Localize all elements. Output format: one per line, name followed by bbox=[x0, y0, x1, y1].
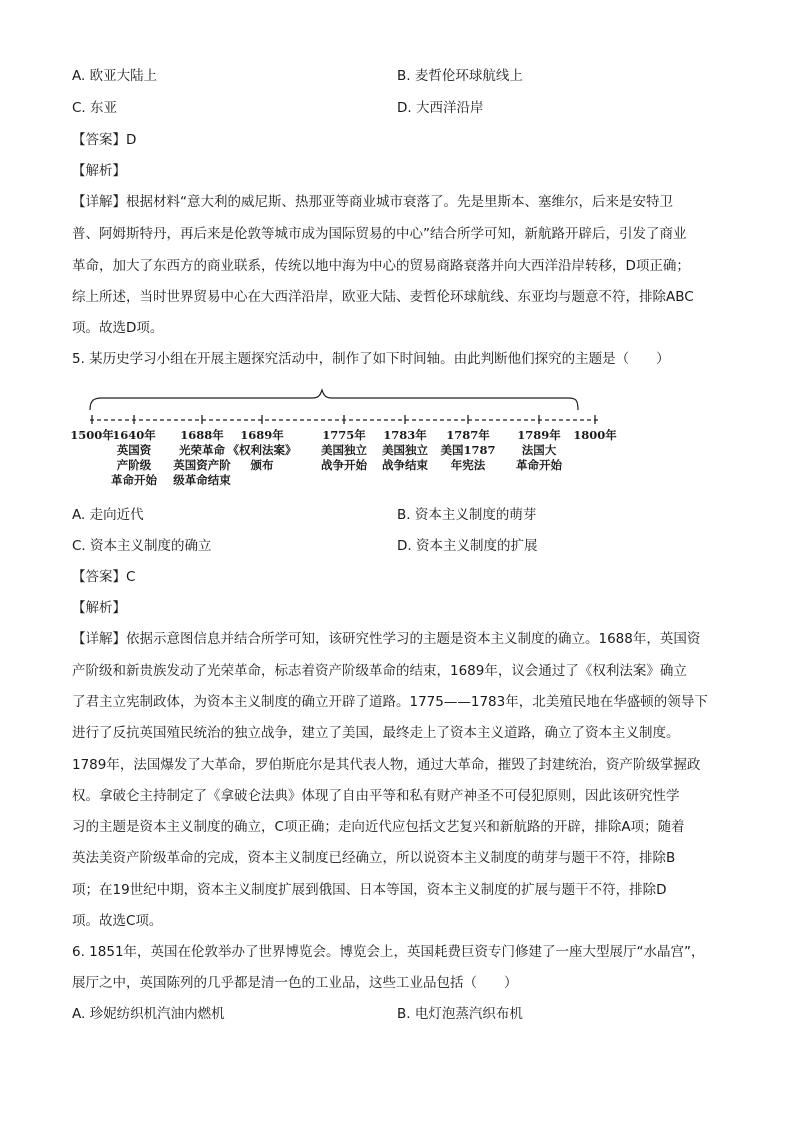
q5-option-d: D. 资本主义制度的扩展 bbox=[397, 538, 538, 554]
q5-answer: 【答案】C bbox=[72, 569, 136, 585]
q5-detail-line: 了君主立宪制政体，为资本主义制度的确立开辟了道路。1775——1783年，北美殖民地在华盛顿的领导下 bbox=[72, 694, 708, 710]
q4-detail-line: 综上所述，当时世界贸易中心在大西洋沿岸，欧亚大陆、麦哲伦环球航线、东亚均与题意不符，排除ABC bbox=[72, 289, 694, 305]
q5-detail-line: 进行了反抗英国殖民统治的独立战争，建立了美国，最终走上了资本主义道路，确立了资本主义制度。 bbox=[72, 725, 680, 741]
q5-detail-line: 【详解】依据示意图信息并结合所学可知，该研究性学习的主题是资本主义制度的确立。1688年，英国资 bbox=[72, 631, 701, 647]
timeline-year: 1789年 bbox=[517, 428, 561, 442]
timeline-year: 1688年 bbox=[180, 428, 224, 442]
q5-detail-line: 习的主题是资本主义制度的确立，C项正确；走向近代应包括文艺复兴和新航路的开辟，排除A项；随着 bbox=[72, 819, 685, 835]
timeline-year: 1640年 bbox=[112, 428, 156, 442]
timeline-event-label: 《权利法案》 bbox=[227, 443, 297, 457]
q5-detail-line: 权。拿破仑主持制定了《拿破仑法典》体现了自由平等和私有财产神圣不可侵犯原则，因此该研究性学 bbox=[72, 788, 680, 804]
timeline-event-label: 革命开始 bbox=[516, 458, 562, 472]
timeline-event-label: 美国1787 bbox=[440, 443, 496, 457]
q5-detail-line: 项；在19世纪中期，资本主义制度扩展到俄国、日本等国，资本主义制度的扩展与题干不符，排除D bbox=[72, 882, 667, 898]
q6-question-line: 6. 1851年，英国在伦敦举办了世界博览会。博览会上，英国耗费巨资专门修建了一座大型展厅“水晶宫”， bbox=[72, 944, 705, 960]
timeline-event-label: 年宪法 bbox=[450, 458, 486, 472]
timeline-year: 1787年 bbox=[446, 428, 490, 442]
q5-option-b: B. 资本主义制度的萌芽 bbox=[397, 507, 537, 523]
timeline-event-label: 英国资产阶 bbox=[173, 458, 231, 472]
q4-detail-line: 革命，加大了东西方的商业联系，传统以地中海为中心的贸易商路衰落并向大西洋沿岸转移，D项正确； bbox=[72, 258, 690, 274]
q5-question: 5. 某历史学习小组在开展主题探究活动中，制作了如下时间轴。由此判断他们探究的主题是（ ） bbox=[72, 351, 670, 367]
q4-option-b: B. 麦哲伦环球航线上 bbox=[397, 68, 523, 84]
timeline-event-label: 法国大 bbox=[521, 443, 557, 457]
timeline-event-label: 美国独立 bbox=[382, 443, 428, 457]
q4-option-d: D. 大西洋沿岸 bbox=[397, 100, 484, 116]
q6-option-b: B. 电灯泡蒸汽织布机 bbox=[397, 1006, 523, 1022]
timeline-axis bbox=[72, 384, 612, 424]
timeline-brace bbox=[90, 390, 578, 410]
timeline-event-label: 产阶级 bbox=[116, 458, 152, 472]
q6-question-line: 展厅之中，英国陈列的几乎都是清一色的工业品，这些工业品包括（ ） bbox=[72, 975, 518, 991]
q5-detail-line: 产阶级和新贵族发动了光荣革命，标志着资产阶级革命的结束，1689年，议会通过了《权利法案》确立 bbox=[72, 663, 687, 679]
q5-option-c: C. 资本主义制度的确立 bbox=[72, 538, 212, 554]
q5-detail-line: 项。故选C项。 bbox=[72, 913, 163, 929]
q4-detail-line: 项。故选D项。 bbox=[72, 320, 164, 336]
q5-detail-line: 1789年，法国爆发了大革命，罗伯斯庇尔是其代表人物，通过大革命，摧毁了封建统治，资产阶级掌握政 bbox=[72, 757, 701, 773]
timeline-event-label: 美国独立 bbox=[321, 443, 367, 457]
timeline-event-label: 革命开始 bbox=[111, 473, 157, 487]
timeline-event-label: 英国资 bbox=[116, 443, 152, 457]
q4-option-a: A. 欧亚大陆上 bbox=[72, 68, 158, 84]
q4-detail-line: 【详解】根据材料“意大利的威尼斯、热那亚等商业城市衰落了。先是里斯本、塞维尔，后来是安特卫 bbox=[72, 194, 673, 210]
q4-analysis-label: 【解析】 bbox=[72, 163, 126, 179]
q5-detail-line: 英法美资产阶级革命的完成，资本主义制度已经确立，所以说资本主义制度的萌芽与题干不符，排除B bbox=[72, 850, 676, 866]
timeline-year: 1775年 bbox=[322, 428, 366, 442]
timeline-event-label: 颁布 bbox=[250, 458, 274, 472]
timeline-event-label: 战争开始 bbox=[321, 458, 367, 472]
timeline-event-label: 战争结束 bbox=[382, 458, 428, 472]
timeline-event-label: 光荣革命 bbox=[179, 443, 225, 457]
q5-analysis-label: 【解析】 bbox=[72, 600, 126, 616]
timeline-year: 1783年 bbox=[383, 428, 427, 442]
q4-detail-line: 普、阿姆斯特丹，再后来是伦敦等城市成为国际贸易的中心”结合所学可知，新航路开辟后，引发了商业 bbox=[72, 226, 687, 242]
q5-option-a: A. 走向近代 bbox=[72, 507, 144, 523]
timeline-event-label: 级革命结束 bbox=[173, 473, 231, 487]
timeline-figure bbox=[70, 384, 617, 494]
q4-option-c: C. 东亚 bbox=[72, 100, 118, 116]
q6-option-a: A. 珍妮纺织机汽油内燃机 bbox=[72, 1006, 225, 1022]
q4-answer: 【答案】D bbox=[72, 132, 137, 148]
timeline-year: 1689年 bbox=[240, 428, 284, 442]
timeline-year: 1800年 bbox=[573, 428, 617, 442]
timeline-year: 1500年 bbox=[70, 428, 114, 442]
